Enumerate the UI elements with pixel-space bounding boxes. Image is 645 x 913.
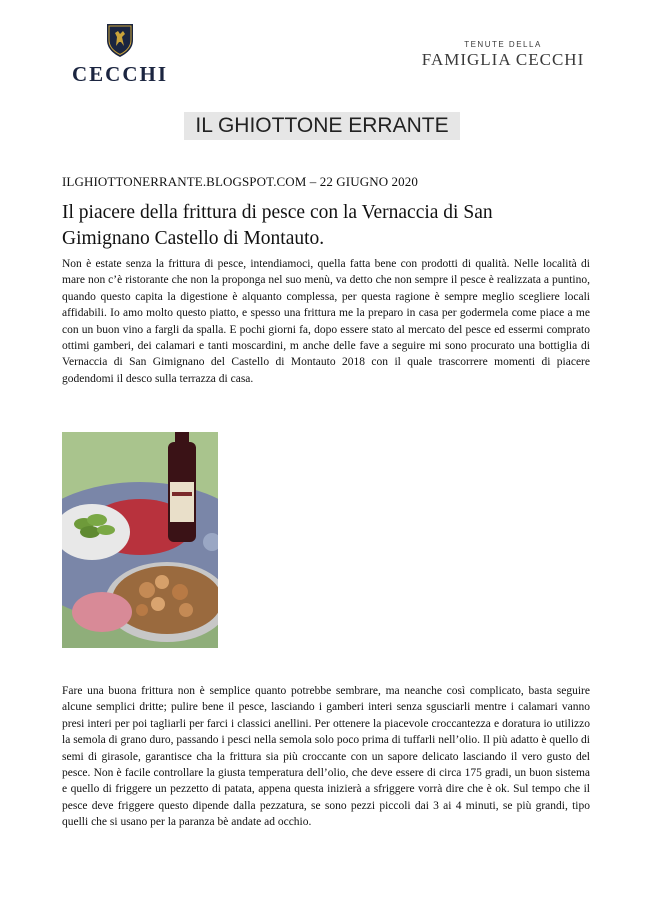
brand-right-big: FAMIGLIA CECCHI — [421, 50, 585, 69]
crest-icon — [105, 22, 135, 58]
publication-masthead: IL GHIOTTONE ERRANTE — [184, 112, 460, 140]
brand-name-left: CECCHI — [71, 62, 168, 86]
cecchi-logo — [70, 22, 170, 87]
article-paragraph-2: Fare una buona frittura non è semplice quanto potrebbe sembrare, ma neanche così complicato, basta seguire alcune semplici dritte; pulire bene il pesce, lasciando i gamberi interi senza sgusciarli mentre i calamari vanno presi interi per poi tagliarli per farci i classici anellini. Per ottenere la piacevole croccantezza e doratura io utilizzo la semola di grano duro, passando i pesci nella semola solo poco prima di tuffarli nell’olio. Il più adatto è quello di semi di girasole, garantisce cha la frittura sia più croccante con un sapore delicato lasciando il vero gusto del pesce. Non è facile controllare la giusta temperatura dell’olio, che deve essere di circa 175 gradi, un buon sistema e quello di friggere un pezzetto di patata, appena questa inizierà a sfriggere vorrà dire che è ok. Sul tempo che il pesce deve friggere questo dipende dalla pezzatura, se sono pezzi piccoli dai 3 ai 4 minuti, se più grandi, tipo quelli che si usano per la paranza bè andate ad occhio. — [62, 685, 590, 829]
article-paragraph-1: Non è estate senza la frittura di pesce, intendiamoci, quella fatta bene con prodotti di qualità. Nelle località di mare non c’è ristorante che non la proponga nel suo menù, va detto che non sempre il pesce è realizzata a puntino, quando questo capita la digestione è alquanto complessa, per questa ragione è sempre meglio scegliere locali affidabili. Io amo molto questo piatto, e spesso una frittura me la preparo in casa per godermela come piace a me con un buon vino a fargli da spalla. E pochi giorni fa, dopo essere stato al mercato del pesce ed essermi comprato ottimi gamberi, dei calamari e tanti moscardini, m anche delle fave a seguire mi sono procurato una bottiglia di Vernaccia di San Gimignano del Castello di Montauto 2018 con il quale trascorrere momenti di piacere godendomi il desco sulla terrazza di casa. — [62, 258, 590, 385]
article-dateline: ILGHIOTTONERRANTE.BLOGSPOT.COM – 22 GIUGNO 2020 — [62, 174, 418, 189]
article-title: Il piacere della frittura di pesce con la Vernaccia di San Gimignano Castello di Montauto. — [62, 202, 493, 249]
brand-right-small: TENUTE DELLA — [464, 40, 542, 49]
famiglia-cecchi-logo — [418, 40, 588, 70]
article-photo — [62, 432, 218, 648]
